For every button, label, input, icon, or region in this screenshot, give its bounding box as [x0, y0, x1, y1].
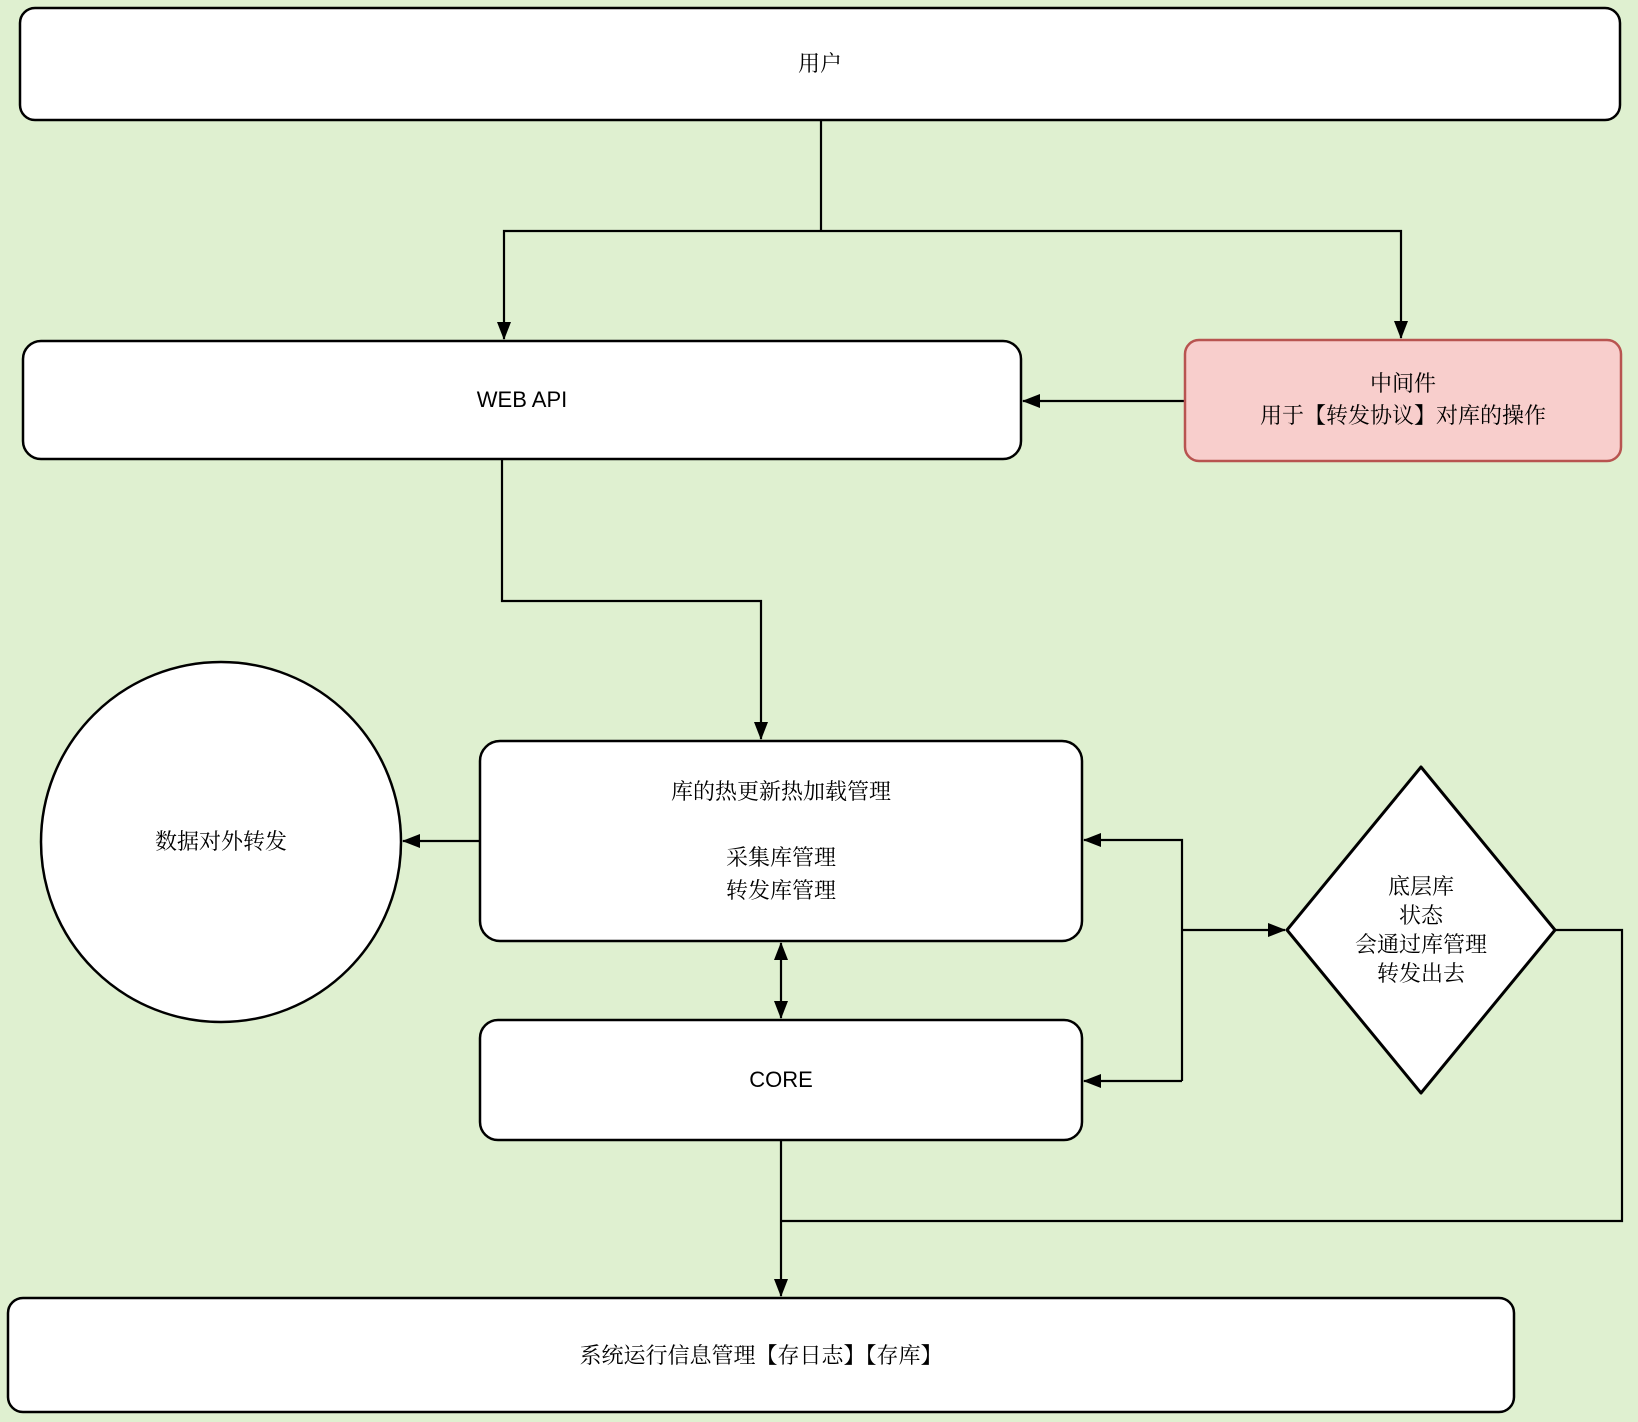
middleware-line-2: 用于【转发协议】对库的操作	[1259, 403, 1547, 428]
libmanager-line-3: 采集库管理	[725, 845, 837, 870]
libmanager-line-2	[671, 808, 891, 841]
node-user-label: 用户	[797, 51, 843, 76]
node-middleware-label	[1260, 369, 1546, 433]
diamond-line-3: 会通过库管理	[1354, 932, 1488, 957]
diamond-line-1: 底层库	[1387, 874, 1455, 899]
node-status-diamond-label	[1355, 872, 1487, 988]
edge-webapi-libmanager	[502, 459, 761, 739]
middleware-line-1: 中间件	[1369, 371, 1437, 396]
node-libmanager-label	[671, 775, 891, 907]
diamond-line-4: 转发出去	[1376, 961, 1466, 986]
libmanager-line-4: 转发库管理	[725, 878, 837, 903]
edge-split-webapi	[504, 231, 821, 339]
node-data-forward-circle-label: 数据对外转发	[154, 829, 288, 854]
diamond-line-2: 状态	[1398, 903, 1444, 928]
edge-split-middleware	[821, 231, 1401, 338]
libmanager-line-1: 库的热更新热加载管理	[670, 779, 892, 804]
edge-junction-into-libmanager	[1084, 840, 1182, 1081]
node-core-label: CORE	[749, 1067, 813, 1092]
node-webapi-label: WEB API	[476, 387, 568, 412]
node-systeminfo-label: 系统运行信息管理【存日志】【存库】	[579, 1343, 943, 1368]
